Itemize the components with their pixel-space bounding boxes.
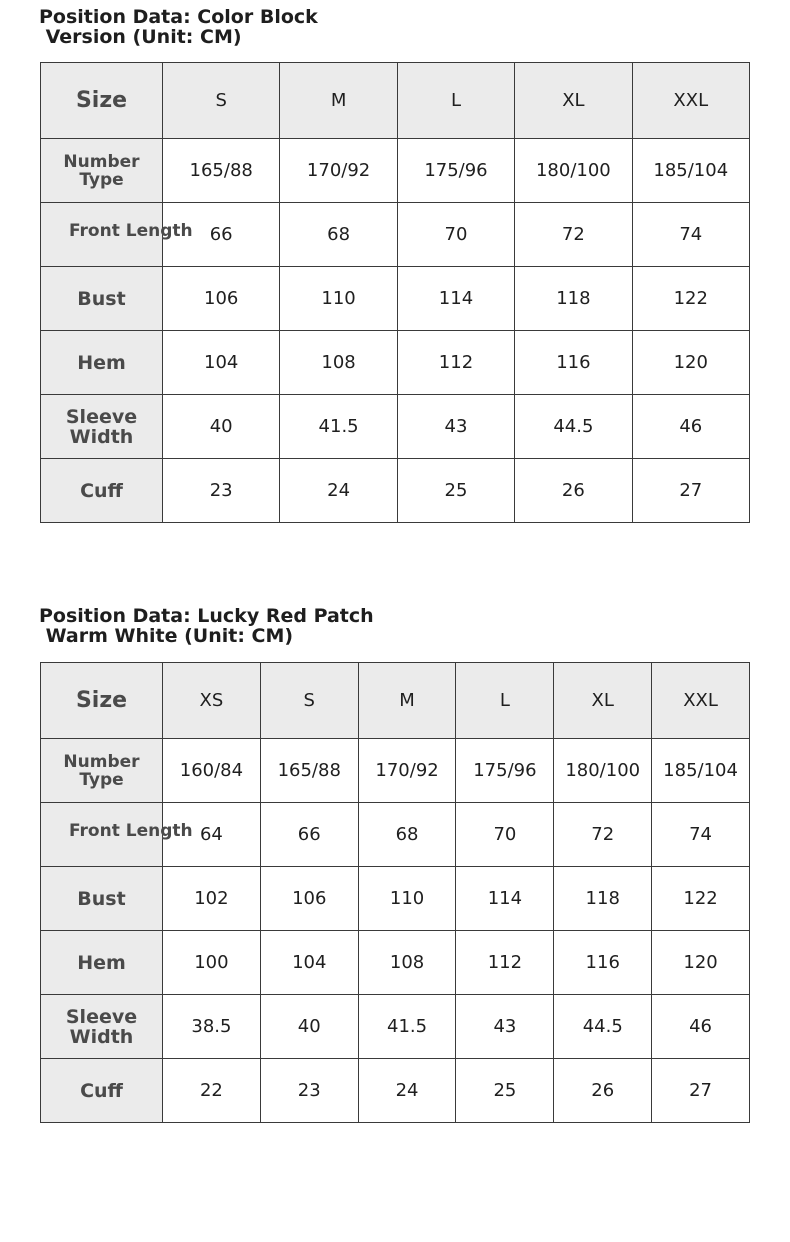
- table-cell: 70: [456, 803, 554, 867]
- size-column-header: S: [260, 663, 358, 739]
- size-column-header: L: [397, 63, 514, 139]
- row-label: Hem: [41, 931, 163, 995]
- table-cell: 24: [358, 1059, 456, 1123]
- table-cell: 112: [456, 931, 554, 995]
- table-cell: 44.5: [554, 995, 652, 1059]
- table-cell: 114: [397, 267, 514, 331]
- table-cell: 26: [554, 1059, 652, 1123]
- row-label: Cuff: [41, 1059, 163, 1123]
- table-row: [41, 995, 750, 1059]
- table-cell: 180/100: [554, 739, 652, 803]
- table-row: [41, 867, 750, 931]
- table-cell: 24: [280, 459, 397, 523]
- table-cell: 44.5: [515, 395, 632, 459]
- table-cell: 116: [515, 331, 632, 395]
- table-cell: 104: [260, 931, 358, 995]
- table-cell: 110: [358, 867, 456, 931]
- size-corner-label: Size: [41, 63, 163, 139]
- table-cell: 23: [163, 459, 280, 523]
- table-cell: 100: [163, 931, 261, 995]
- table-cell: 72: [554, 803, 652, 867]
- size-column-header: XXL: [652, 663, 750, 739]
- size-table-color-block: [40, 62, 750, 523]
- table-cell: 112: [397, 331, 514, 395]
- table-cell: 41.5: [280, 395, 397, 459]
- size-column-header: M: [358, 663, 456, 739]
- table-cell: 64: [163, 803, 261, 867]
- table-cell: 160/84: [163, 739, 261, 803]
- table-header-row: [41, 663, 750, 739]
- table-cell: 185/104: [652, 739, 750, 803]
- size-column-header: XXL: [632, 63, 749, 139]
- size-column-header: S: [163, 63, 280, 139]
- table-cell: 27: [652, 1059, 750, 1123]
- table-cell: 43: [397, 395, 514, 459]
- table-cell: 175/96: [397, 139, 514, 203]
- table-cell: 170/92: [358, 739, 456, 803]
- table-cell: 23: [260, 1059, 358, 1123]
- table-row: [41, 139, 750, 203]
- table-cell: 108: [358, 931, 456, 995]
- table-row: [41, 331, 750, 395]
- table-cell: 106: [163, 267, 280, 331]
- table-cell: 116: [554, 931, 652, 995]
- table-cell: 26: [515, 459, 632, 523]
- table-cell: 122: [652, 867, 750, 931]
- table-row: [41, 1059, 750, 1123]
- row-label: Cuff: [41, 459, 163, 523]
- table-cell: 72: [515, 203, 632, 267]
- table-cell: 120: [632, 331, 749, 395]
- table-row: [41, 203, 750, 267]
- table-cell: 68: [358, 803, 456, 867]
- table-row: [41, 803, 750, 867]
- table-cell: 22: [163, 1059, 261, 1123]
- table-cell: 104: [163, 331, 280, 395]
- table-cell: 102: [163, 867, 261, 931]
- size-column-header: L: [456, 663, 554, 739]
- table-cell: 110: [280, 267, 397, 331]
- table-row: [41, 267, 750, 331]
- table-row: [41, 739, 750, 803]
- table-cell: 180/100: [515, 139, 632, 203]
- row-label: Sleeve Width: [41, 395, 163, 459]
- table-cell: 46: [652, 995, 750, 1059]
- table-header-row: [41, 63, 750, 139]
- table-cell: 122: [632, 267, 749, 331]
- table-row: [41, 459, 750, 523]
- row-label: Bust: [41, 867, 163, 931]
- table-cell: 114: [456, 867, 554, 931]
- size-column-header: M: [280, 63, 397, 139]
- table-cell: 170/92: [280, 139, 397, 203]
- table-cell: 41.5: [358, 995, 456, 1059]
- row-label: Number Type: [41, 139, 163, 203]
- table-cell: 70: [397, 203, 514, 267]
- size-table-lucky-red-patch: [40, 662, 750, 1123]
- table-cell: 74: [652, 803, 750, 867]
- table-2-title: Position Data: Lucky Red Patch Warm White (Unit: CM): [39, 605, 374, 647]
- table-cell: 175/96: [456, 739, 554, 803]
- table-cell: 27: [632, 459, 749, 523]
- row-label: Front Length: [41, 203, 163, 267]
- table-cell: 165/88: [163, 139, 280, 203]
- table-cell: 108: [280, 331, 397, 395]
- row-label: Number Type: [41, 739, 163, 803]
- table-cell: 118: [554, 867, 652, 931]
- table-cell: 66: [260, 803, 358, 867]
- table-cell: 74: [632, 203, 749, 267]
- table-cell: 185/104: [632, 139, 749, 203]
- size-corner-label: Size: [41, 663, 163, 739]
- row-label: Bust: [41, 267, 163, 331]
- table-cell: 66: [163, 203, 280, 267]
- row-label: Hem: [41, 331, 163, 395]
- table-cell: 25: [456, 1059, 554, 1123]
- table-cell: 46: [632, 395, 749, 459]
- table-cell: 43: [456, 995, 554, 1059]
- size-column-header: XL: [515, 63, 632, 139]
- table-cell: 118: [515, 267, 632, 331]
- size-column-header: XL: [554, 663, 652, 739]
- size-column-header: XS: [163, 663, 261, 739]
- table-cell: 40: [163, 395, 280, 459]
- table-cell: 165/88: [260, 739, 358, 803]
- table-1-title: Position Data: Color Block Version (Unit: CM): [39, 6, 318, 48]
- table-row: [41, 931, 750, 995]
- table-row: [41, 395, 750, 459]
- table-cell: 106: [260, 867, 358, 931]
- table-cell: 38.5: [163, 995, 261, 1059]
- row-label: Sleeve Width: [41, 995, 163, 1059]
- table-cell: 68: [280, 203, 397, 267]
- table-cell: 25: [397, 459, 514, 523]
- table-cell: 40: [260, 995, 358, 1059]
- row-label: Front Length: [41, 803, 163, 867]
- table-cell: 120: [652, 931, 750, 995]
